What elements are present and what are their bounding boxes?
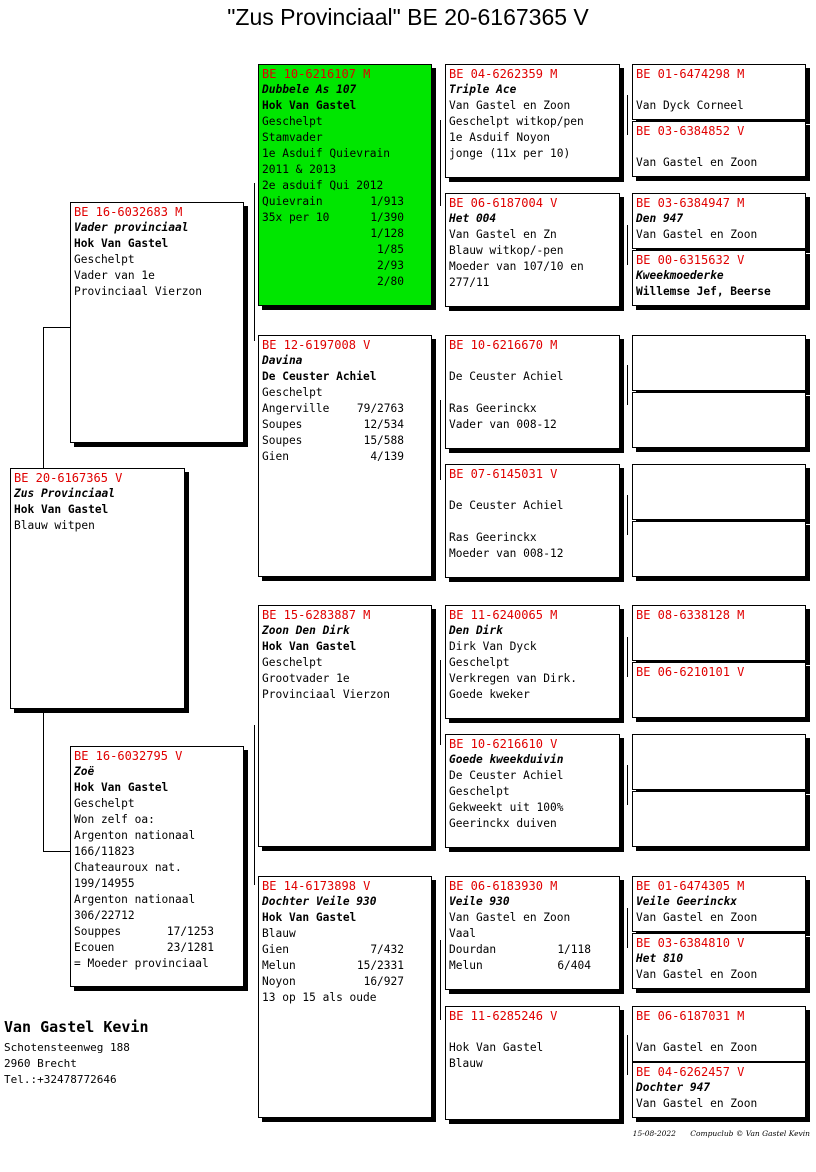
pigeon-name xyxy=(636,1024,802,1040)
result-row: Noyon 16/927 xyxy=(262,975,404,988)
pedigree-card-ffmf[interactable] xyxy=(632,193,806,249)
info-line: Argenton nationaal xyxy=(74,829,196,842)
pedigree-card-fffm[interactable] xyxy=(632,121,806,177)
result-row: Quievrain 1/913 xyxy=(262,195,404,208)
owner: Hok Van Gastel xyxy=(262,640,357,653)
result-value: 2/80 xyxy=(377,275,404,288)
pigeon-name: Triple Ace xyxy=(449,83,517,96)
pigeon-name: Dochter Veile 930 xyxy=(262,895,377,908)
owner: Hok Van Gastel xyxy=(262,99,357,112)
info-line: Gekweekt uit 100% xyxy=(449,801,564,814)
pedigree-card-mmmm[interactable] xyxy=(632,1062,806,1118)
pedigree-card-ffm[interactable] xyxy=(445,193,620,307)
pigeon-name: Veile 930 xyxy=(449,895,510,908)
ring-number: BE 16-6032795 V xyxy=(74,749,183,763)
info-line: Argenton nationaal xyxy=(74,893,196,906)
print-date: 15-08-2022 xyxy=(632,1129,676,1138)
result-row: Angerville 79/2763 xyxy=(262,402,404,415)
info-line: Geschelpt xyxy=(74,253,135,266)
result-row: Gien 7/432 xyxy=(262,943,404,956)
ring-number: BE 10-6216670 M xyxy=(449,338,558,352)
info-line: 277/11 xyxy=(449,276,490,289)
pigeon-name: Zus Provinciaal xyxy=(14,487,116,500)
owner: Van Gastel en Zoon xyxy=(636,1041,758,1054)
result-row: Soupes 15/588 xyxy=(262,434,404,447)
info-line: Geschelpt xyxy=(262,656,323,669)
breeder-city: 2960 Brecht xyxy=(4,1057,77,1070)
owner: Van Gastel en Zoon xyxy=(636,1097,758,1110)
pedigree-card-empty[interactable] xyxy=(632,464,806,520)
pigeon-name: Dubbele As 107 xyxy=(262,83,357,96)
connector xyxy=(254,183,255,341)
ring-number: BE 14-6173898 V xyxy=(262,879,371,893)
pedigree-card-fmm[interactable] xyxy=(445,464,620,578)
connector xyxy=(627,637,628,677)
pigeon-name: Kweekmoederke xyxy=(636,269,724,282)
pigeon-name: Vader provinciaal xyxy=(74,221,189,234)
pedigree-card-ffff[interactable] xyxy=(632,64,806,120)
pigeon-name: Het 810 xyxy=(636,952,684,965)
info-line: = Moeder provinciaal xyxy=(74,957,209,970)
owner: De Ceuster Achiel xyxy=(449,499,564,512)
pedigree-card-mmff[interactable] xyxy=(632,876,806,932)
breeder-phone: Tel.:+32478772646 xyxy=(4,1073,117,1086)
info-line: 306/22712 xyxy=(74,909,135,922)
owner: Hok Van Gastel xyxy=(74,237,169,250)
connector xyxy=(43,327,70,328)
pedigree-card-mffm[interactable] xyxy=(632,662,806,718)
pedigree-card-empty[interactable] xyxy=(632,335,806,391)
owner: Van Gastel en Zoon xyxy=(636,156,758,169)
ring-number: BE 12-6197008 V xyxy=(262,338,371,352)
ring-number: BE 03-6384852 V xyxy=(636,124,745,138)
info-line: Blauw witkop/-pen xyxy=(449,244,564,257)
result-value: 2/93 xyxy=(377,259,404,272)
info-line: Blauw witpen xyxy=(14,519,95,532)
info-line: 199/14955 xyxy=(74,877,135,890)
info-line: 2011 & 2013 xyxy=(262,163,337,176)
connector xyxy=(254,725,255,885)
owner: Van Gastel en Zoon xyxy=(636,968,758,981)
info-line: Moeder van 107/10 en xyxy=(449,260,584,273)
connector xyxy=(627,225,628,265)
pedigree-card-mm[interactable] xyxy=(258,876,432,1118)
result-row: Ecouen 23/1281 xyxy=(74,941,214,954)
connector xyxy=(440,400,441,480)
ring-number: BE 07-6145031 V xyxy=(449,467,558,481)
pedigree-card-mfff[interactable] xyxy=(632,605,806,661)
result-row: Dourdan 1/118 xyxy=(449,943,591,956)
pedigree-card-mmfm[interactable] xyxy=(632,933,806,989)
ring-number: BE 06-6210101 V xyxy=(636,665,745,679)
pedigree-card-mmf[interactable] xyxy=(445,876,620,990)
info-line: 1e Asduif Noyon xyxy=(449,131,551,144)
page-title: "Zus Provinciaal" BE 20-6167365 V xyxy=(227,4,589,30)
result-value: 1/85 xyxy=(377,243,404,256)
info-line: Moeder van 008-12 xyxy=(449,547,564,560)
ring-number: BE 04-6262457 V xyxy=(636,1065,745,1079)
connector xyxy=(627,765,628,805)
pigeon-name xyxy=(449,353,616,369)
owner: Hok Van Gastel xyxy=(14,503,109,516)
owner: Hok Van Gastel xyxy=(449,1041,544,1054)
info-line: Geschelpt xyxy=(262,386,323,399)
info-line: Verkregen van Dirk. xyxy=(449,672,577,685)
pigeon-name xyxy=(449,1024,616,1040)
ring-number: BE 16-6032683 M xyxy=(74,205,183,219)
pedigree-card-ff[interactable] xyxy=(258,64,432,306)
owner: Van Gastel en Zn xyxy=(449,228,557,241)
info-line: Vader van 008-12 xyxy=(449,418,557,431)
ring-number: BE 00-6315632 V xyxy=(636,253,745,267)
result-row: Melun 15/2331 xyxy=(262,959,404,972)
pigeon-name xyxy=(636,139,802,155)
info-line: Blauw xyxy=(262,927,296,940)
info-line: Geerinckx duiven xyxy=(449,817,557,830)
owner: Hok Van Gastel xyxy=(262,911,357,924)
owner: Van Gastel en Zoon xyxy=(636,911,758,924)
info-line: Blauw xyxy=(449,1057,483,1070)
info-line: 1e Asduif Quievrain xyxy=(262,147,390,160)
info-line xyxy=(449,385,616,401)
connector xyxy=(440,120,441,206)
pigeon-name: Den 947 xyxy=(636,212,684,225)
info-line: Chateauroux nat. xyxy=(74,861,182,874)
pedigree-card-mf[interactable] xyxy=(258,605,432,847)
pedigree-card-subject[interactable] xyxy=(10,468,185,709)
ring-number: BE 03-6384947 M xyxy=(636,196,745,210)
owner: Van Gastel en Zoon xyxy=(449,99,571,112)
breeder-info xyxy=(4,1018,149,1088)
info-line: Won zelf oa: xyxy=(74,813,155,826)
pedigree-card-mfm[interactable] xyxy=(445,734,620,848)
ring-number: BE 06-6183930 M xyxy=(449,879,558,893)
connector xyxy=(440,940,441,1020)
pedigree-card-empty[interactable] xyxy=(632,392,806,448)
pigeon-name: Dochter 947 xyxy=(636,1081,711,1094)
info-line: 2e asduif Qui 2012 xyxy=(262,179,384,192)
result-row: Soupes 12/534 xyxy=(262,418,404,431)
pigeon-name: Veile Geerinckx xyxy=(636,895,738,908)
pigeon-name: Den Dirk xyxy=(449,624,503,637)
footer xyxy=(633,1129,810,1138)
ring-number: BE 15-6283887 M xyxy=(262,608,371,622)
pedigree-card-mmmf[interactable] xyxy=(632,1006,806,1062)
result-row: Melun 6/404 xyxy=(449,959,591,972)
info-line: Stamvader xyxy=(262,131,323,144)
ring-number: BE 11-6240065 M xyxy=(449,608,558,622)
pedigree-card-empty[interactable] xyxy=(632,521,806,577)
pedigree-card-mff[interactable] xyxy=(445,605,620,719)
owner: De Ceuster Achiel xyxy=(262,370,377,383)
connector xyxy=(440,660,441,745)
info-line xyxy=(449,514,616,530)
owner: Van Gastel en Zoon xyxy=(636,228,758,241)
ring-number: BE 06-6187004 V xyxy=(449,196,558,210)
ring-number: BE 01-6474298 M xyxy=(636,67,745,81)
info-line: Goede kweker xyxy=(449,688,530,701)
connector xyxy=(627,908,628,948)
owner: Hok Van Gastel xyxy=(74,781,169,794)
info-line: Ras Geerinckx xyxy=(449,531,537,544)
pedigree-card-father[interactable] xyxy=(70,202,244,443)
info-line: Vader van 1e xyxy=(74,269,155,282)
owner: Dirk Van Dyck xyxy=(449,640,537,653)
ring-number: BE 03-6384810 V xyxy=(636,936,745,950)
connector xyxy=(43,327,44,470)
info-line: Vaal xyxy=(449,927,476,940)
owner: De Ceuster Achiel xyxy=(449,370,564,383)
owner: De Ceuster Achiel xyxy=(449,769,564,782)
pigeon-name xyxy=(449,482,616,498)
result-row: Souppes 17/1253 xyxy=(74,925,214,938)
breeder-name: Van Gastel Kevin xyxy=(4,1018,149,1036)
pigeon-name: Zoë xyxy=(74,765,95,778)
connector xyxy=(627,495,628,535)
connector xyxy=(627,95,628,135)
ring-number: BE 10-6216610 V xyxy=(449,737,558,751)
ring-number: BE 01-6474305 M xyxy=(636,879,745,893)
connector xyxy=(43,713,44,851)
connector xyxy=(627,1035,628,1075)
ring-number: BE 10-6216107 M xyxy=(262,67,371,81)
pedigree-card-fm[interactable] xyxy=(258,335,432,577)
pedigree-card-fmf[interactable] xyxy=(445,335,620,449)
pigeon-name xyxy=(636,82,802,98)
ring-number: BE 04-6262359 M xyxy=(449,67,558,81)
info-line: Geschelpt xyxy=(262,115,323,128)
pedigree-card-empty[interactable] xyxy=(632,791,806,847)
owner: Van Dyck Corneel xyxy=(636,99,744,112)
ring-number: BE 11-6285246 V xyxy=(449,1009,558,1023)
owner: Willemse Jef, Beerse xyxy=(636,285,771,298)
info-line: Grootvader 1e xyxy=(262,672,350,685)
owner: Van Gastel en Zoon xyxy=(449,911,571,924)
info-line: jonge (11x per 10) xyxy=(449,147,571,160)
pigeon-name: Goede kweekduivin xyxy=(449,753,564,766)
pigeon-name: Davina xyxy=(262,354,303,367)
info-line: 166/11823 xyxy=(74,845,135,858)
info-line: Provinciaal Vierzon xyxy=(262,688,390,701)
pigeon-name: Het 004 xyxy=(449,212,497,225)
info-line: Geschelpt xyxy=(449,656,510,669)
info-line: Ras Geerinckx xyxy=(449,402,537,415)
pedigree-card-mmm[interactable] xyxy=(445,1006,620,1120)
pedigree-card-fff[interactable] xyxy=(445,64,620,178)
pedigree-card-ffmm[interactable] xyxy=(632,250,806,306)
info-line: Geschelpt xyxy=(74,797,135,810)
ring-number: BE 08-6338128 M xyxy=(636,608,745,622)
info-line: Geschelpt xyxy=(449,785,510,798)
info-line: 13 op 15 als oude xyxy=(262,991,377,1004)
pedigree-card-empty[interactable] xyxy=(632,734,806,790)
credit: Compuclub © Van Gastel Kevin xyxy=(690,1129,810,1138)
connector xyxy=(43,851,70,852)
result-value: 1/128 xyxy=(370,227,404,240)
info-line: Geschelpt witkop/pen xyxy=(449,115,584,128)
ring-number: BE 06-6187031 M xyxy=(636,1009,745,1023)
connector xyxy=(627,365,628,405)
result-row: 35x per 10 1/390 xyxy=(262,211,404,224)
breeder-street: Schotensteenweg 188 xyxy=(4,1041,130,1054)
ring-number: BE 20-6167365 V xyxy=(14,471,123,485)
result-row: Gien 4/139 xyxy=(262,450,404,463)
pedigree-card-mother[interactable] xyxy=(70,746,244,987)
pigeon-name: Zoon Den Dirk xyxy=(262,624,350,637)
info-line: Provinciaal Vierzon xyxy=(74,285,202,298)
